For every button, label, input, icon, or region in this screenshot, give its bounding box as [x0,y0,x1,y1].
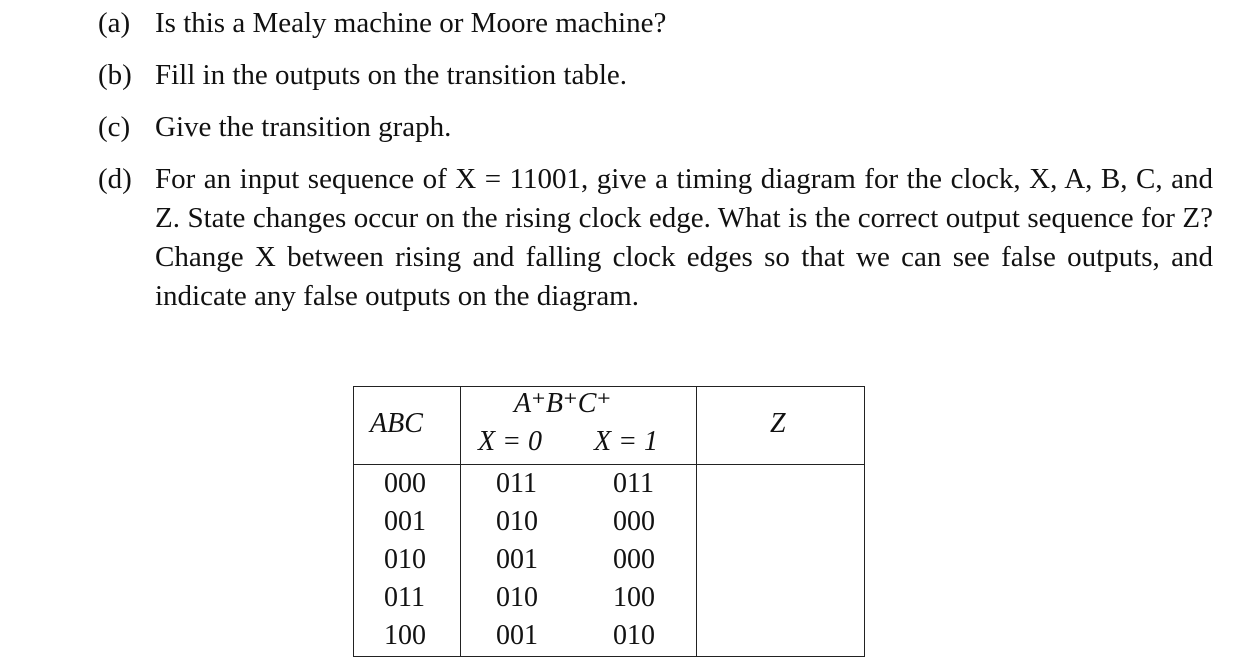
question-d-text: For an input sequence of X = 11001, give a timing diagram for the clock, X, A, B, C, and Z. State changes occur on the rising clock edge. What is the correct output sequence for Z? Change X between rising and falling clock edges so that we can see false outputs, and indicate any false outputs on the diagram. [155,163,1213,312]
row-4-x1: 010 [613,620,655,651]
row-3-state: 011 [384,582,425,613]
question-b-label: (b) [98,59,132,91]
table-divider-output [696,387,697,656]
row-0-x1: 011 [613,468,654,499]
question-a [98,4,1213,43]
question-c-text: Give the transition graph. [155,111,452,143]
row-1-x1: 000 [613,506,655,537]
question-c-label: (c) [98,111,131,143]
row-4-x0: 001 [496,620,538,651]
row-4-state: 100 [384,620,426,651]
row-2-x1: 000 [613,544,655,575]
header-next-state: A⁺B⁺C⁺ [514,388,612,419]
question-b-text: Fill in the outputs on the transition table. [155,59,628,91]
question-b [98,56,1213,95]
question-a-label: (a) [98,7,131,39]
table-header-divider [354,464,864,465]
row-3-x0: 010 [496,582,538,613]
question-a-text: Is this a Mealy machine or Moore machine? [155,7,667,39]
row-2-state: 010 [384,544,426,575]
question-d [98,160,1213,316]
row-1-x0: 010 [496,506,538,537]
header-output-z: Z [770,408,786,439]
header-state: ABC [370,408,423,439]
row-2-x0: 001 [496,544,538,575]
header-x0: X = 0 [478,426,542,457]
row-1-state: 001 [384,506,426,537]
row-0-state: 000 [384,468,426,499]
question-c [98,108,1213,147]
table-divider-state [460,387,461,656]
transition-table [353,386,865,657]
row-3-x1: 100 [613,582,655,613]
question-d-label: (d) [98,163,132,195]
header-x1: X = 1 [594,426,658,457]
row-0-x0: 011 [496,468,537,499]
